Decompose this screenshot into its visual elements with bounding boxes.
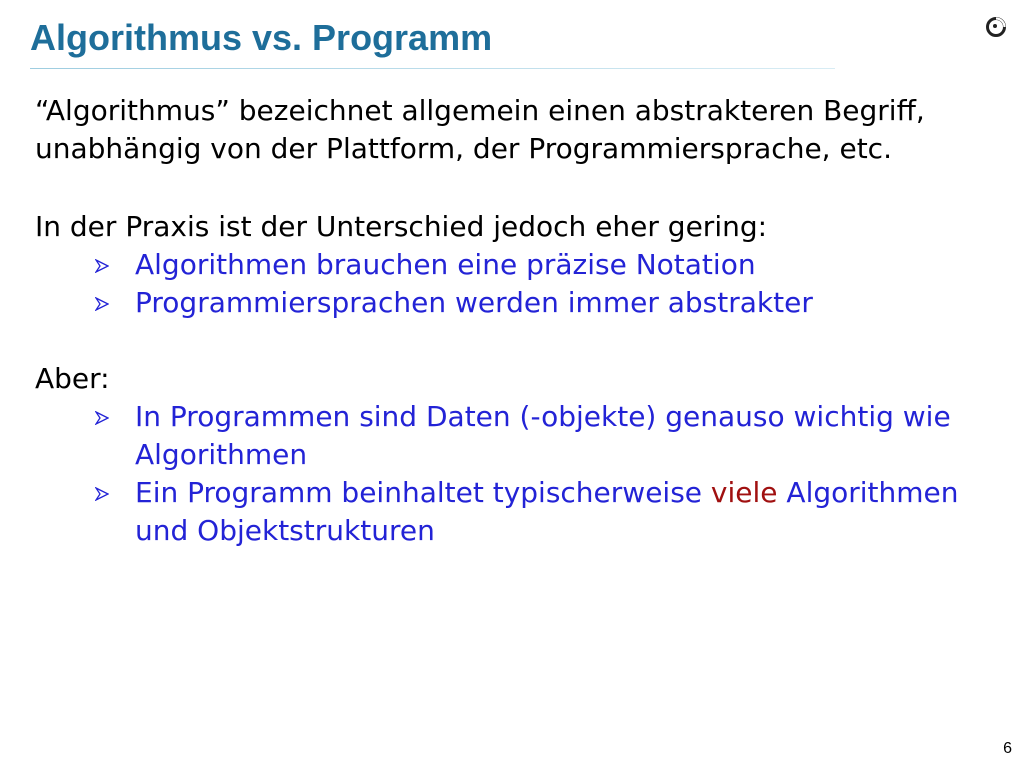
slide-content — [35, 92, 995, 550]
however-heading: Aber: — [35, 362, 110, 395]
slide-title: Algorithmus vs. Programm — [30, 17, 493, 58]
arrowhead-bullet-icon — [95, 297, 109, 311]
definition-paragraph: “Algorithmus” bezeichnet allgemein einen abstrakteren Begriff, unabhängig von der Plattform, der Programmiersprache, etc. — [35, 94, 925, 165]
practice-bullet-list — [35, 246, 995, 322]
title-divider — [30, 68, 835, 69]
bullet-text: In Programmen sind Daten (-objekte) genauso wichtig wie Algorithmen — [135, 400, 951, 471]
bullet-text-start: Ein Programm beinhaltet typischerweise — [135, 476, 711, 509]
list-item — [135, 398, 995, 474]
list-item — [135, 246, 995, 284]
arrowhead-bullet-icon — [95, 411, 109, 425]
arrowhead-bullet-icon — [95, 487, 109, 501]
list-item — [135, 474, 995, 550]
practice-heading: In der Praxis ist der Unterschied jedoch eher gering: — [35, 210, 768, 243]
bullet-text-end: Algorithmen und Objektstrukturen — [135, 476, 959, 547]
list-item — [135, 284, 995, 322]
however-bullet-list — [35, 398, 995, 550]
bullet-text: Programmiersprachen werden immer abstrakter — [135, 286, 813, 319]
emphasis-word: viele — [710, 476, 778, 509]
spiral-logo-icon — [983, 14, 1009, 40]
page-number: 6 — [1003, 740, 1012, 757]
bullet-text: Algorithmen brauchen eine präzise Notation — [135, 248, 756, 281]
arrowhead-bullet-icon — [95, 259, 109, 273]
